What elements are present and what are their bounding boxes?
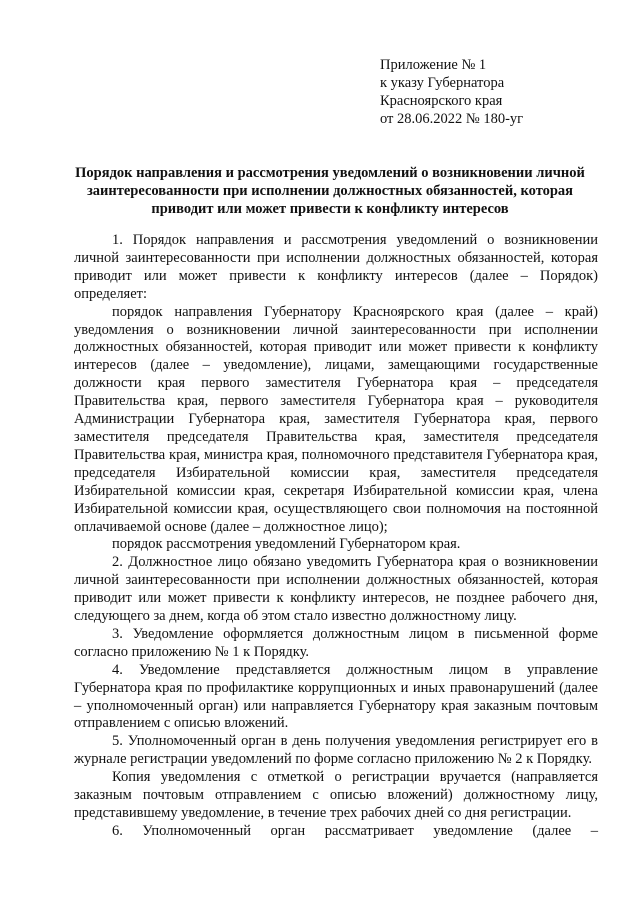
paragraph: порядок рассмотрения уведомлений Губернатором края. [112,536,461,553]
paragraph: 1. Порядок направления и рассмотрения уведомлений о возникновении личной заинтересованности при исполнении должностных обязанностей, которая приводит или может привести к конфликту интересов (далее – Порядок) определяет: [74,232,598,302]
annex-line: Красноярского края [380,93,503,109]
annex-line: Приложение № 1 [380,57,487,73]
annex-line: от 28.06.2022 № 180-уг [380,111,524,127]
annex-line: к указу Губернатора [380,75,505,91]
title-line: Порядок направления и рассмотрения уведомлений о возникновении личной [75,165,585,181]
annex-header [380,56,523,128]
document-body [74,232,598,841]
document-title [62,164,598,218]
paragraph: 3. Уведомление оформляется должностным лицом в письменной форме согласно приложению № 1 к Порядку. [74,625,598,660]
paragraph: Копия уведомления с отметкой о регистрации вручается (направляется заказным почтовым отправлением с описью вложений) должностному лицу, представившему уведомление, в течение трех рабочих дней со дня регистрации. [74,769,598,821]
paragraph: 2. Должностное лицо обязано уведомить Губернатора края о возникновении личной заинтересованности при исполнении должностных обязанностей, которая приводит или может привести к конфликту интересов, не позднее рабочего дня, следующего за днем, когда об этом стало известно должностному лицу. [74,554,598,625]
paragraph: 4. Уведомление представляется должностным лицом в управление Губернатора края по профилактике коррупционных и иных правонарушений (далее – уполномоченный орган) или направляется Губернатору края заказным почтовым отправлением с описью вложений. [74,661,598,732]
paragraph: порядок направления Губернатору Красноярского края (далее – край) уведомления о возникновении личной заинтересованности при исполнении должностных обязанностей, которая приводит или может привести к конфликту интересов (далее – уведомление), лицами, замещающими государственные должности края первого заместителя Губернатора края – председателя Правительства края, первого заместителя Губернатора края – руководителя Администрации Губернатора края, заместителя Губернатора края, первого заместителя председателя Правительства края, заместителя председателя Правительства края, министра края, полномочного представителя Губернатора края, председателя Избирательной комиссии края, заместителя председателя Избирательной комиссии края, секретаря Избирательной комиссии края, члена Избирательной комиссии края, осуществляющего свои полномочия на постоянной оплачиваемой основе (далее – должностное лицо); [74,303,598,535]
paragraph: 5. Уполномоченный орган в день получения уведомления регистрирует его в журнале регистрации уведомлений по форме согласно приложению № 2 к Порядку. [74,733,598,768]
title-line: заинтересованности при исполнении должностных обязанностей, которая [86,183,574,199]
title-line: приводит или может привести к конфликту интересов [151,201,509,217]
paragraph: 6. Уполномоченный орган рассматривает уведомление (далее – [112,822,598,839]
